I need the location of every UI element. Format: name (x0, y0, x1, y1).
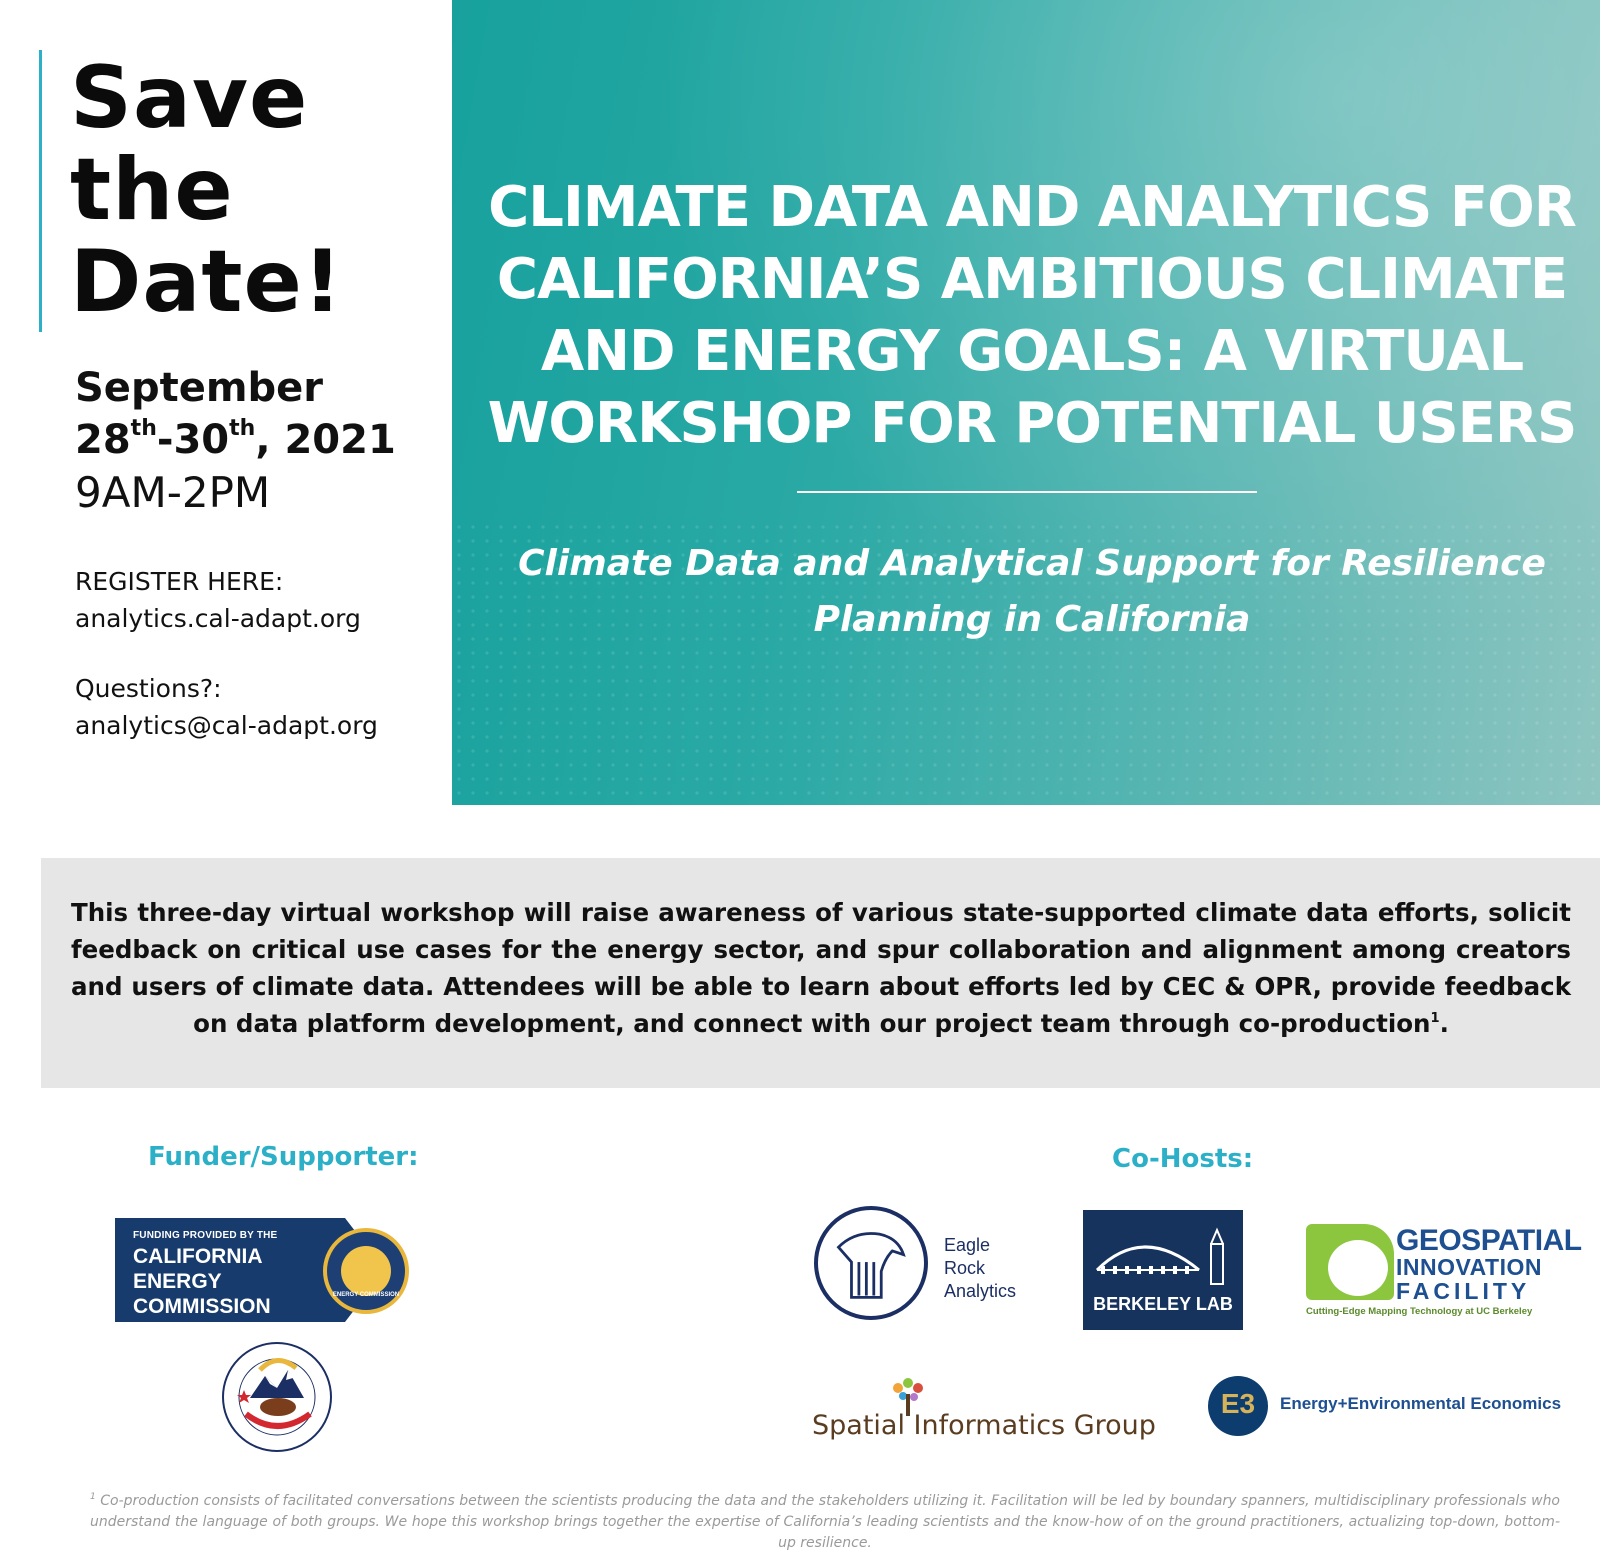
description-band (41, 858, 1600, 1088)
cec-seal-text: ENERGY COMMISSION (332, 1292, 400, 1298)
hero-banner (452, 0, 1600, 805)
event-month: September (75, 365, 323, 411)
hero-divider (797, 491, 1257, 493)
gif-line: GEOSPATIAL (1396, 1224, 1582, 1257)
footnote-ref: 1 (1430, 1011, 1440, 1026)
event-date (75, 362, 396, 520)
era-name-line: Rock (944, 1258, 986, 1278)
event-time: 9AM-2PM (75, 468, 271, 517)
e3-logo (1208, 1376, 1568, 1436)
register-block (75, 563, 361, 637)
sig-name: Spatial Informatics Group (812, 1410, 1156, 1441)
event-year: , 2021 (255, 417, 396, 463)
date-dash: - (156, 417, 174, 463)
funder-label: Funder/Supporter: (148, 1142, 419, 1172)
opr-seal-icon (220, 1340, 334, 1454)
e3-name: Energy+Environmental Economics (1280, 1394, 1562, 1413)
era-name-line: Analytics (944, 1281, 1017, 1301)
geospatial-innovation-facility-logo (1306, 1224, 1582, 1324)
era-name-line: Eagle (944, 1235, 991, 1255)
day-end: 30 (173, 417, 230, 463)
berkeley-lab-name: BERKELEY LAB (1093, 1294, 1233, 1314)
questions-block (75, 670, 378, 744)
accent-rule (39, 50, 42, 332)
spatial-informatics-group-logo (812, 1376, 1156, 1446)
register-label: REGISTER HERE: (75, 567, 284, 596)
questions-email-link[interactable]: analytics@cal-adapt.org (75, 711, 378, 740)
cec-seal-center (341, 1246, 391, 1296)
register-link[interactable]: analytics.cal-adapt.org (75, 604, 361, 633)
day-end-suffix: th (229, 416, 256, 441)
cec-seal-icon (323, 1228, 409, 1314)
footnote-text: Co-production consists of facilitated conversations between the scientists producing the data and the stakeholders utilizing it. Facilitation will be led by boundary spanners, multidisciplinary professionals who understand the language of both groups. We hope this workshop brings together the expertise of California’s leading scientists and the know-how of on the ground practitioners, actualizing top-down, bottom-up resilience. (90, 1493, 1561, 1551)
eagle-icon (814, 1206, 928, 1320)
headline-word: Date! (70, 232, 344, 332)
headline-word: the (70, 140, 234, 240)
questions-label: Questions?: (75, 674, 222, 703)
headline-word: Save (70, 48, 309, 148)
berkeley-lab-logo (1083, 1210, 1243, 1330)
save-the-date-headline (70, 48, 344, 332)
cec-name (133, 1244, 271, 1319)
gif-line: FACILITY (1396, 1278, 1531, 1304)
gif-line: INNOVATION (1396, 1254, 1542, 1280)
day-start: 28 (75, 417, 131, 463)
cec-name-line: ENERGY (133, 1270, 222, 1293)
footnote-marker: 1 (90, 1492, 96, 1502)
description-body: This three-day virtual workshop will raise awareness of various state-supported climate data efforts, solicit feedback on critical use cases for the energy sector, and spur collaboration and alignment among creators and users of climate data. Attendees will be able to learn about efforts led by CEC & OPR, provide feedback on data platform development, and connect with our project team through co-production (71, 898, 1571, 1038)
era-name (944, 1234, 1054, 1303)
description-end: . (1439, 1009, 1449, 1038)
cec-name-line: COMMISSION (133, 1295, 271, 1318)
gif-tagline: Cutting-Edge Mapping Technology at UC Berkeley (1306, 1306, 1533, 1317)
e3-mark-icon (1208, 1376, 1268, 1436)
event-days (75, 414, 396, 466)
description-text (71, 894, 1571, 1042)
cec-logo (115, 1218, 425, 1322)
cohost-label: Co-Hosts: (1112, 1144, 1254, 1174)
workshop-subtitle: Climate Data and Analytical Support for Resilience Planning in California (518, 543, 1546, 640)
cec-small-text: FUNDING PROVIDED BY THE (133, 1230, 278, 1241)
cec-name-line: CALIFORNIA (133, 1245, 263, 1268)
gif-swirl-icon (1306, 1224, 1394, 1300)
footnote (90, 1491, 1560, 1554)
workshop-title: CLIMATE DATA AND ANALYTICS FOR CALIFORNIA’S AMBITIOUS CLIMATE AND ENERGY GOALS: A VIRTUAL WORKSHOP FOR POTENTIAL USERS (487, 175, 1577, 456)
e3-mark: E3 (1220, 1388, 1256, 1419)
day-start-suffix: th (130, 416, 157, 441)
